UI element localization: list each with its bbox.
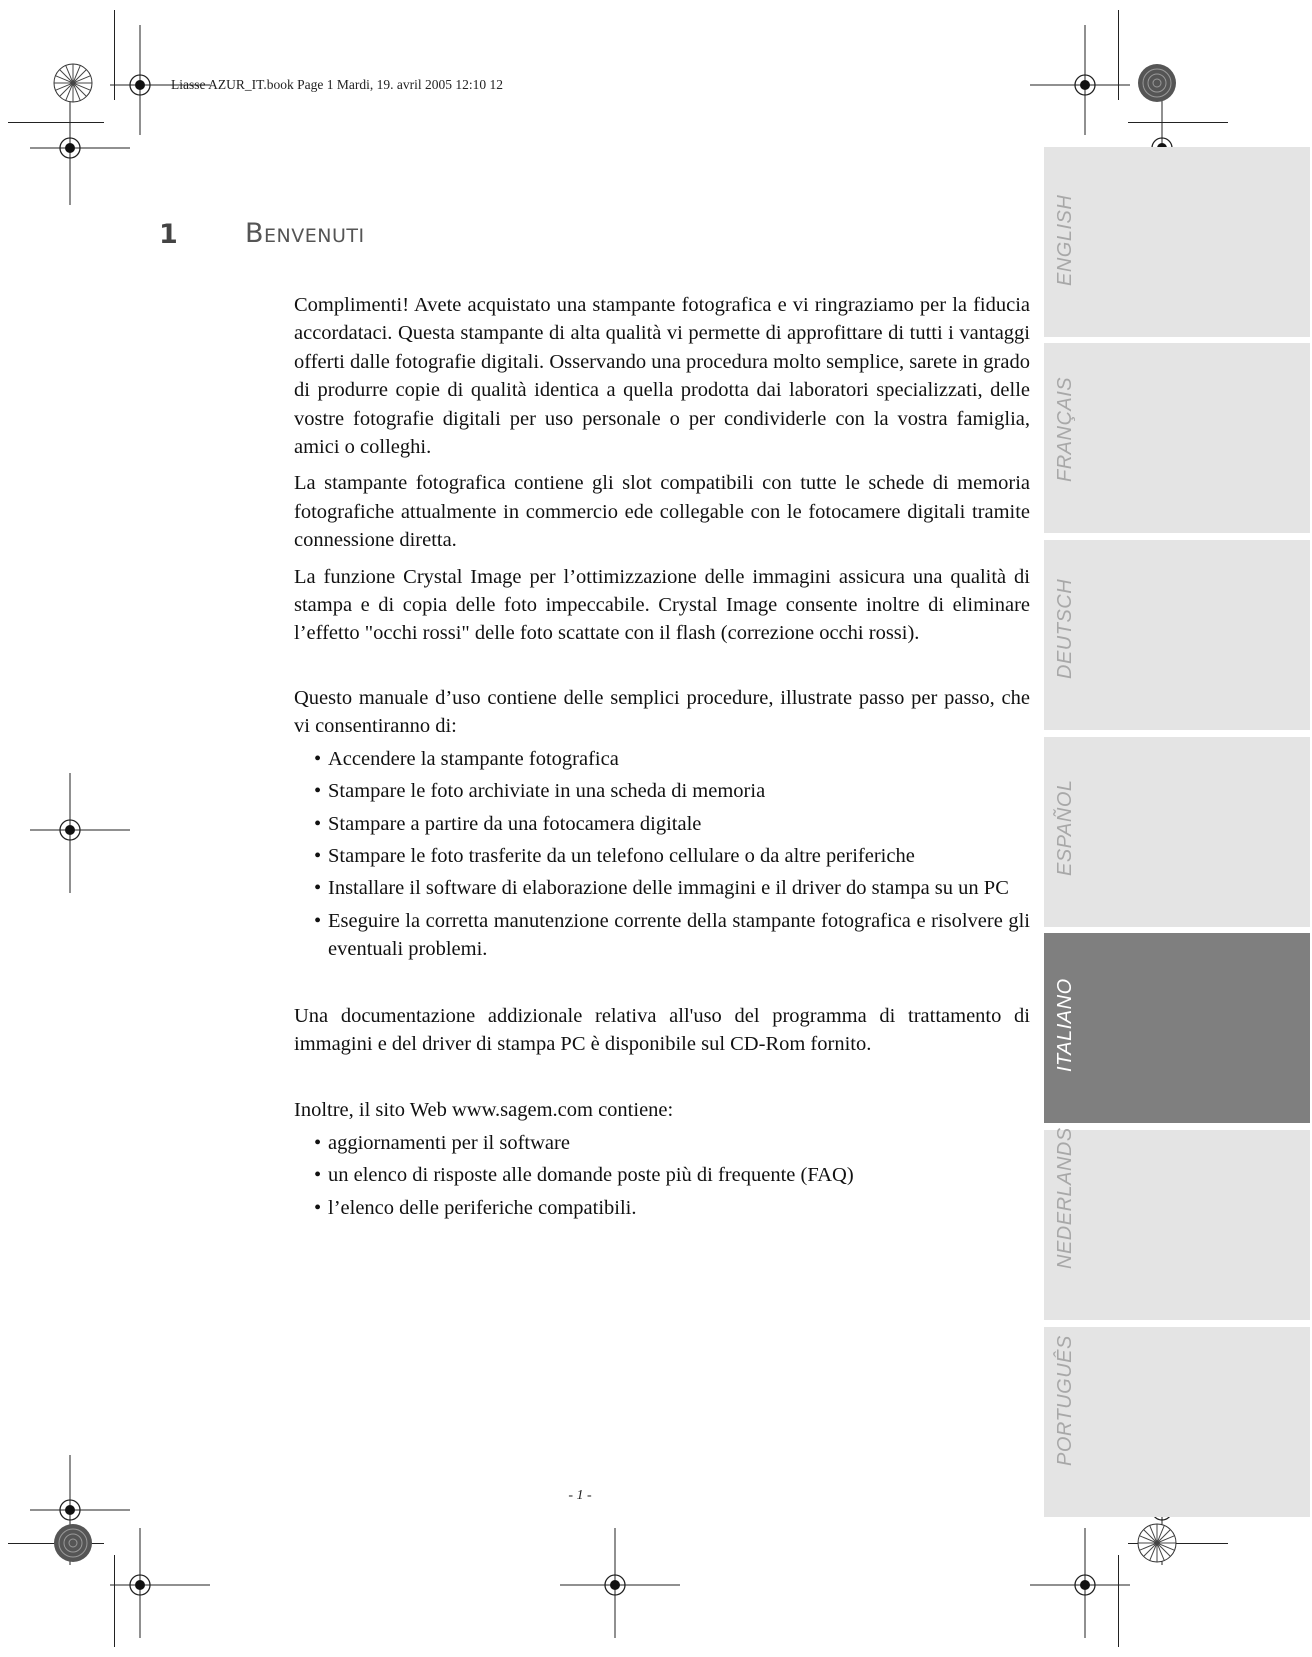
tab-francais [1044, 343, 1310, 533]
tab-nederlands [1044, 1127, 1310, 1320]
chapter-number: 1 [159, 219, 178, 250]
chapter-title: Benvenuti [245, 218, 365, 249]
tab-label: ENGLISH [1054, 194, 1076, 286]
star-target-icon [52, 62, 94, 104]
registration-mark-icon [30, 95, 130, 205]
registration-mark-icon [1030, 1528, 1130, 1638]
page-number: - 1 - [568, 1488, 592, 1503]
registration-mark-icon [30, 773, 130, 893]
tab-italiano [1044, 933, 1310, 1123]
registration-mark-icon [1030, 25, 1130, 135]
star-target-icon [1136, 1522, 1178, 1564]
paragraph: Una documentazione addizionale relativa all'uso del programma di trattamento di immagini e del driver di stampa PC è disponibile sul CD-Rom fornito. [294, 1004, 1030, 1055]
tab-label: FRANÇAIS [1054, 376, 1076, 482]
moire-target-icon [52, 1522, 94, 1564]
list-item: • l’elenco delle periferiche compatibili. [294, 1194, 1030, 1222]
list-item: • un elenco di risposte alle domande poste più di frequente (FAQ) [294, 1161, 1030, 1189]
list-item: • Stampare le foto archiviate in una scheda di memoria [294, 777, 1030, 805]
paragraph: Inoltre, il sito Web www.sagem.com contiene: [294, 1099, 674, 1122]
tab-espanol [1044, 737, 1310, 927]
registration-mark-icon [560, 1528, 680, 1638]
moire-target-icon [1136, 62, 1178, 104]
list-item: • Accendere la stampante fotografica [294, 745, 1030, 773]
tab-label: PORTUGUÊS [1054, 1335, 1076, 1466]
tab-english [1044, 147, 1310, 337]
tab-label: DEUTSCH [1054, 578, 1076, 679]
paragraph: La stampante fotografica contiene gli slot compatibili con tutte le schede di memoria fotografiche attualmente in commercio ede collegable con le fotocamere digitali tramite connessione diretta. [294, 472, 1030, 552]
tab-label: ESPAÑOL [1054, 779, 1076, 876]
registration-mark-icon [110, 1528, 210, 1638]
list-item: • Stampare a partire da una fotocamera digitale [294, 810, 1030, 838]
paragraph: Questo manuale d’uso contiene delle semplici procedure, illustrate passo per passo, che vi consentiranno di: [294, 686, 1030, 738]
paragraph: La funzione Crystal Image per l’ottimizzazione delle immagini assicura una qualità di stampa e di copia delle foto impeccabile. Crystal Image consente inoltre di eliminare l’effetto "occhi rossi" delle foto scattate con il flash (correzione occhi rossi). [294, 565, 1030, 645]
list-item: • Installare il software di elaborazione delle immagini e il driver do stampa su un PC [294, 874, 1030, 902]
feature-list [294, 745, 1030, 964]
paragraph: Complimenti! Avete acquistato una stampante fotografica e vi ringraziamo per la fiducia accordataci. Questa stampante di alta qualità vi permette di approfittare di tutti i vantaggi offerti dalle fotografie digitali. Osservando una procedura molto semplice, sarete in grado di produrre copie di qualità identica a quella prodotta dai laboratori specializzati, delle vostre fotografie digitali per uso personale o per condividerle con la vostra famiglia, amici o colleghi. [294, 294, 1030, 459]
list-item: • Stampare le foto trasferite da un telefono cellulare o da altre periferiche [294, 842, 1030, 870]
list-item: • Eseguire la corretta manutenzione corrente della stampante fotografica e risolvere gli eventuali problemi. [294, 907, 1030, 964]
body-text [294, 291, 1030, 1222]
web-list [294, 1129, 1030, 1222]
tab-deutsch [1044, 540, 1310, 730]
tab-label: ITALIANO [1054, 978, 1076, 1072]
print-slug-header: Liasse AZUR_IT.book Page 1 Mardi, 19. avril 2005 12:10 12 [171, 77, 503, 92]
tab-label: NEDERLANDS [1054, 1127, 1076, 1269]
list-item: • aggiornamenti per il software [294, 1129, 1030, 1157]
